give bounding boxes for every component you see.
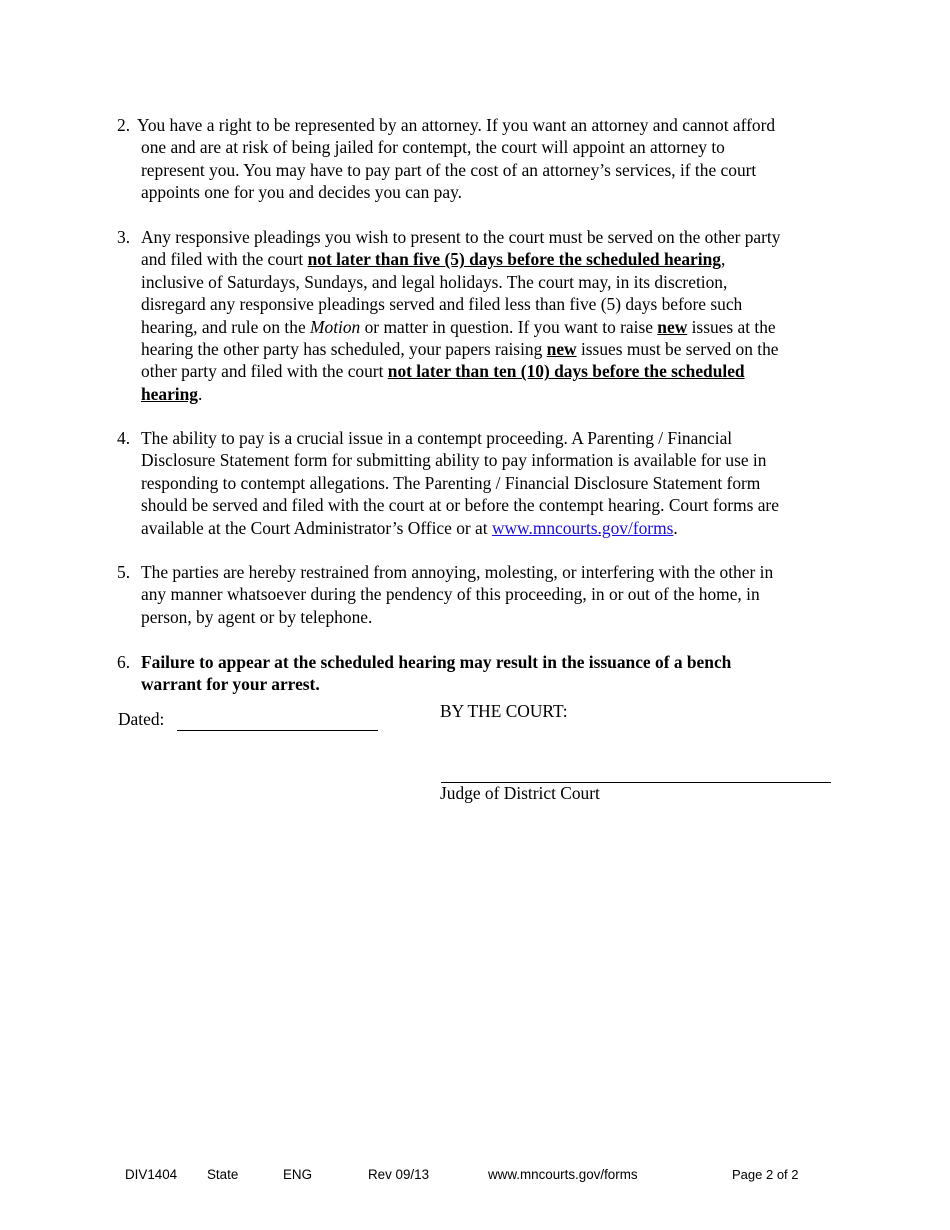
footer-jurisdiction: State [207, 1167, 239, 1182]
paragraph-line: appoints one for you and decides you can pay. [141, 182, 462, 203]
paragraph-item-2 [117, 114, 837, 204]
new-emphasis: new [546, 339, 577, 360]
paragraph-line: should be served and filed with the court at or before the contempt hearing. Court forms are [141, 495, 779, 516]
paragraph-line: You have a right to be represented by an attorney. If you want an attorney and cannot afford [137, 115, 776, 135]
paragraph-line: disregard any responsive pleadings served and filed less than five (5) days before such [141, 294, 743, 315]
paragraph-line: hearing the other party has scheduled, your papers raising new issues must be served on the [141, 339, 779, 360]
paragraph-line: available at the Court Administrator’s Office or at www.mncourts.gov/forms. [141, 517, 678, 538]
paragraph-line: responding to contempt allegations. The Parenting / Financial Disclosure Statement form [141, 472, 761, 493]
deadline-emphasis: not later than ten (10) days before the scheduled [387, 361, 745, 382]
by-the-court-label: BY THE COURT: [440, 701, 568, 721]
paragraph-line: one and are at risk of being jailed for contempt, the court will appoint an attorney to [141, 137, 725, 158]
paragraph-line: The ability to pay is a crucial issue in a contempt proceeding. A Parenting / Financial [141, 428, 733, 448]
footer-form-id: DIV1404 [125, 1167, 178, 1182]
paragraph-line: represent you. You may have to pay part of the cost of an attorney’s services, if the court [141, 159, 757, 180]
paragraph-line: Any responsive pleadings you wish to present to the court must be served on the other party [141, 227, 781, 247]
footer-language: ENG [283, 1167, 313, 1182]
dated-signature-line[interactable] [177, 730, 378, 731]
paragraph-item-4 [117, 427, 837, 539]
item-number: 6. [117, 652, 131, 672]
paragraph-line: any manner whatsoever during the pendency of this proceeding, in or out of the home, in [141, 584, 760, 605]
paragraph-line: and filed with the court not later than five (5) days before the scheduled hearing, [141, 249, 726, 270]
footer-url: www.mncourts.gov/forms [488, 1167, 638, 1182]
warning-line: Failure to appear at the scheduled hearing may result in the issuance of a bench [141, 652, 732, 672]
item-number: 4. [117, 428, 131, 448]
deadline-emphasis: not later than five (5) days before the scheduled hearing [307, 249, 721, 270]
judge-label: Judge of District Court [440, 783, 600, 803]
court-forms-link[interactable]: www.mncourts.gov/forms [491, 517, 674, 538]
paragraph-line: hearing, and rule on the Motion or matter in question. If you want to raise new issues at the [141, 316, 776, 337]
footer-revision: Rev 09/13 [368, 1167, 430, 1182]
footer-page-number: Page 2 of 2 [732, 1167, 799, 1182]
new-emphasis: new [657, 316, 688, 337]
paragraph-item-5 [117, 561, 837, 628]
paragraph-line: person, by agent or by telephone. [141, 606, 373, 627]
paragraph-line: hearing. [141, 383, 203, 404]
item-number: 2. [117, 115, 131, 135]
paragraph-item-6 [117, 651, 837, 696]
paragraph-line: The parties are hereby restrained from annoying, molesting, or interfering with the other in [141, 562, 774, 582]
dated-label: Dated: [118, 709, 165, 729]
warning-line: warrant for your arrest. [141, 674, 320, 695]
item-number: 5. [117, 562, 131, 582]
paragraph-line: other party and filed with the court not later than ten (10) days before the scheduled [141, 361, 745, 382]
item-number: 3. [117, 227, 131, 247]
paragraph-line: inclusive of Saturdays, Sundays, and legal holidays. The court may, in its discretion, [141, 271, 728, 292]
paragraph-item-3 [117, 226, 837, 405]
paragraph-line: Disclosure Statement form for submitting ability to pay information is available for use in [141, 450, 767, 471]
